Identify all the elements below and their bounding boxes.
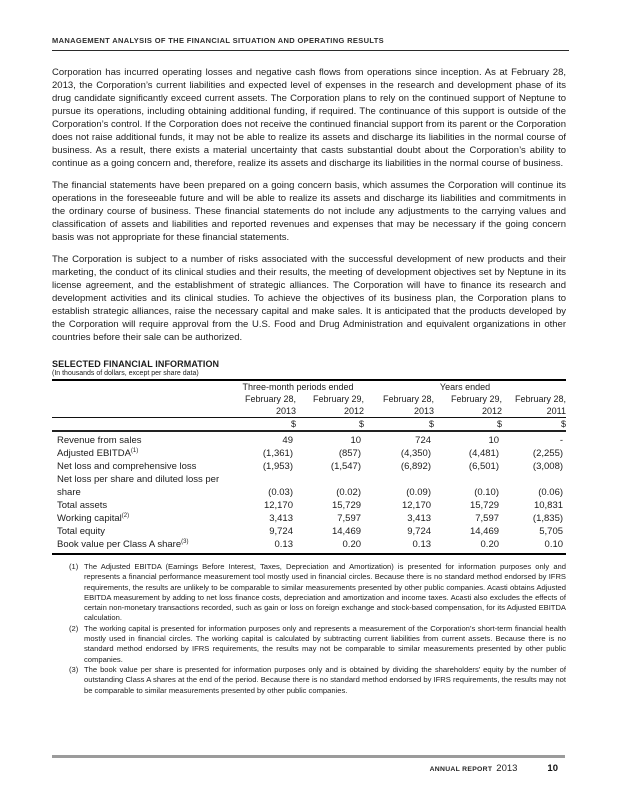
column-group-years-ended: Years ended — [439, 382, 491, 392]
footnote-number: (1) — [69, 562, 79, 571]
header-title: MANAGEMENT ANALYSIS OF THE FINANCIAL SITUATION AND OPERATING RESULTS — [52, 36, 384, 45]
footer-page-number: 10 — [547, 763, 558, 774]
table-row-net-loss: Net loss and comprehensive loss (1,953) (1,547) (6,892) (6,501) (3,008) — [57, 461, 564, 472]
currency-symbol: $ — [296, 418, 364, 432]
empty-cell — [52, 418, 232, 432]
empty-cell — [52, 380, 232, 394]
column-header-y-2012: February 29, 2012 — [450, 394, 503, 416]
section-title: SELECTED FINANCIAL INFORMATION — [52, 359, 220, 369]
footnote-text: The working capital is presented for information purposes only and represents a measurement of the Corporation’s short-term financial health mostly used in financial circles. The working capital is calculated by subtracting current liabilities from current assets. Because there is no standard method endorsed by IFRS requirements, the results may not be comparable to similar measurements presented by other public companies. — [84, 623, 566, 664]
footnote-number: (3) — [69, 664, 79, 674]
footnote-number: (2) — [69, 623, 79, 633]
footnote-2 — [69, 624, 566, 665]
page-content — [52, 66, 566, 696]
table-row-net-loss-per-share: Net loss per share and diluted loss per share (0.03) (0.02) (0.09) (0.10) (0.06) — [57, 474, 564, 498]
column-header-y-2011: February 28, 2011 — [515, 394, 567, 416]
section-subtitle: (In thousands of dollars, except per share data) — [52, 370, 199, 377]
column-header-y-2013: February 28, 2013 — [382, 394, 435, 416]
currency-symbol: $ — [232, 418, 296, 432]
footer-report-label: ANNUAL REPORT — [429, 766, 493, 773]
column-group-three-month: Three-month periods ended — [242, 382, 354, 392]
table-row-working-capital: Working capital$^{(2)}$ 3,413 7,597 3,413 7,597 (1,835) — [57, 512, 564, 524]
paragraph-going-concern: Corporation has incurred operating losses and negative cash flows from operations since inception. As at February 28, 2013, the Corporation’s current liabilities and expected level of expenses in the research and development phase of its drug candidate significantly exceed current assets. The Corporation plans to rely on the continued support of Neptune to pursue its operations, including obtaining additional funding, if required. The continuance of this support is outside of the Corporation’s control. If the Corporation does not receive the continued financial support from its parent or the Corporation does not raise additional funds, it may not be able to realize its assets and discharge its liabilities in the normal course of business. As a result, there exists a material uncertainty that casts substantial doubt about the Corporation’s ability to continue as a going concern and, therefore, realize its assets and discharge its liabilities in the normal course of business. — [52, 67, 566, 169]
footnote-3 — [69, 665, 566, 696]
page-footer — [430, 763, 558, 774]
table-row-adjusted-ebitda: Adjusted EBITDA$^{(1)}$ (1,361) (857) (4,350) (4,481) (2,255) — [57, 447, 564, 459]
table-row-book-value: Book value per Class A share$^{(3)}$ 0.13 0.20 0.13 0.20 0.10 — [57, 538, 564, 550]
currency-symbol: $ — [502, 418, 566, 432]
column-date-header-row — [52, 394, 566, 418]
footnote-text: The Adjusted EBITDA (Earnings Before Interest, Taxes, Depreciation and Amortization) is presented for information purposes only and represents a financial performance measurement tool mostly used in financial circles. Because there is no standard method endorsed by IFRS requirements, the results are unlikely to be comparable to similar measurements presented by other public companies. Acasti obtains Adjusted EBITDA measurement by adding to net loss finance costs, depreciation and amortization and income taxes. Acasti also excludes the effects of certain non-monetary transactions recorded, such as gain or loss on foreign exchange and stock-based compensation, for its Adjusted EBITDA calculation. — [84, 562, 566, 623]
table-row-revenue: Revenue from sales 49 10 724 10 - — [57, 435, 564, 446]
paragraph-financial-statements-basis: The financial statements have been prepared on a going concern basis, which assumes the Corporation will continue its operations in the foreseeable future and will be able to realize its assets and discharge its liabilities and commitments in the ordinary course of business. These financial statements do not include any adjustments to the carrying values and classification of assets and liabilities and reported revenues and expenses that may be necessary if the going concern basis was not appropriate for these financial statements. — [52, 180, 566, 243]
currency-row — [52, 418, 566, 432]
column-group-header-row — [52, 380, 566, 394]
currency-symbol: $ — [434, 418, 502, 432]
empty-cell — [52, 394, 232, 418]
footer-report-year: 2013 — [496, 763, 518, 774]
column-header-q-2013: February 28, 2013 — [244, 394, 296, 416]
table-row-total-equity: Total equity 9,724 14,469 9,724 14,469 5,705 — [57, 526, 564, 537]
footnote-1 — [69, 562, 566, 624]
footnotes — [52, 562, 566, 696]
selected-financial-information-table — [52, 379, 566, 555]
footer-rule — [52, 755, 565, 758]
page-header — [52, 36, 569, 51]
paragraph-business-risks: The Corporation is subject to a number of risks associated with the successful development of new products and their marketing, the conduct of its clinical studies and their results, the meeting of development objectives set by Neptune in its license agreement, and the establishment of strategic alliances. The Corporation will have to finance its research and development activities and its clinical studies. To achieve the objectives of its business plan, the Corporation plans to establish strategic alliances, raise the necessary capital and make sales. It is anticipated that the products developed by the Corporation will require approval from the U.S. Food and Drug Administration and equivalent organizations in other countries before their sale can be authorized. — [52, 254, 566, 343]
table-row-total-assets: Total assets 12,170 15,729 12,170 15,729 10,831 — [57, 500, 564, 511]
footnote-text: The book value per share is presented for information purposes only and is obtained by dividing the shareholders’ equity by the number of outstanding Class A shares at the end of the period. Because there is no standard method endorsed by IFRS requirements, the results may not be comparable to similar measurements presented by other public companies. — [84, 664, 566, 695]
column-header-q-2012: February 29, 2012 — [312, 394, 365, 416]
currency-symbol: $ — [364, 418, 434, 432]
